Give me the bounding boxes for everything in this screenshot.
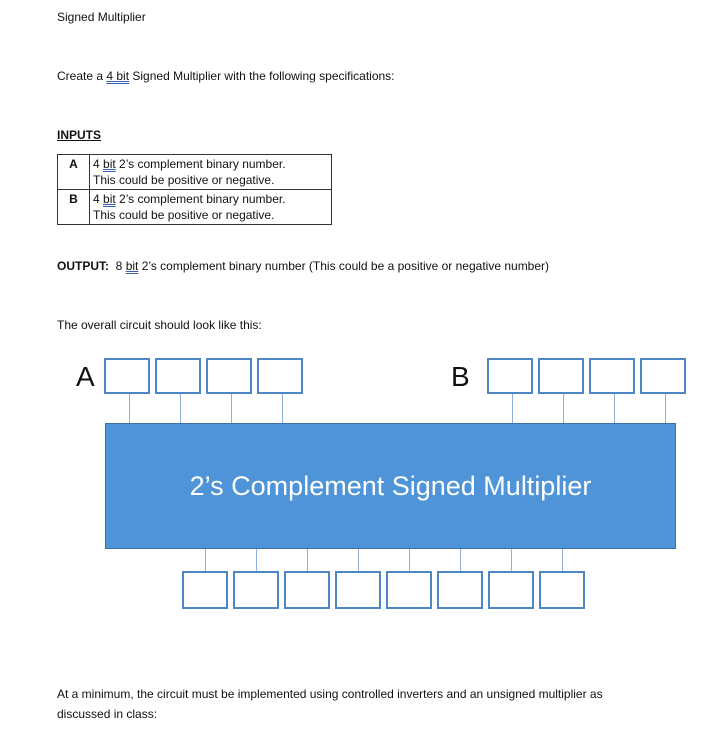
intro-suffix: Signed Multiplier with the following specifications:	[129, 69, 395, 83]
intro-text	[57, 68, 395, 84]
output-prefix: 8	[109, 259, 126, 273]
desc-suffix: 2’s complement binary number.	[115, 157, 286, 171]
output-bit-box	[539, 571, 585, 609]
input-wire	[231, 394, 232, 423]
intro-prefix: Create a	[57, 69, 107, 83]
desc-line2: This could be positive or negative.	[93, 173, 275, 187]
input-description-b	[90, 190, 332, 225]
desc-line2: This could be positive or negative.	[93, 208, 275, 222]
input-description-a	[90, 155, 332, 190]
output-wire	[511, 549, 512, 571]
input-b-bit-box	[538, 358, 584, 394]
intro-term: 4 bit	[106, 69, 130, 83]
input-wire	[512, 394, 513, 423]
circuit-intro: The overall circuit should look like this:	[57, 318, 262, 332]
footer-line-1: At a minimum, the circuit must be implemented using controlled inverters and an unsigned multiplier as	[57, 687, 603, 701]
input-a-bit-box	[155, 358, 201, 394]
input-wire	[180, 394, 181, 423]
input-a-bit-box	[104, 358, 150, 394]
desc-term: bit	[103, 192, 116, 206]
output-suffix: 2’s complement binary number (This could be a positive or negative number)	[138, 259, 550, 273]
output-wire	[307, 549, 308, 571]
desc-term: bit	[103, 157, 116, 171]
input-b-label: B	[451, 361, 470, 392]
output-bit-box	[437, 571, 483, 609]
input-label-a: A	[58, 155, 90, 190]
output-wire	[205, 549, 206, 571]
table-row	[58, 190, 332, 225]
output-wire	[460, 549, 461, 571]
input-a-label: A	[76, 361, 95, 392]
output-bit-box	[386, 571, 432, 609]
input-b-bit-box	[640, 358, 686, 394]
multiplier-block-label: 2’s Complement Signed Multiplier	[189, 470, 592, 501]
document-title: Signed Multiplier	[57, 10, 146, 24]
input-label-b: B	[58, 190, 90, 225]
input-wire	[129, 394, 130, 423]
output-bit-box	[284, 571, 330, 609]
input-wire	[282, 394, 283, 423]
output-wire	[256, 549, 257, 571]
input-wire	[614, 394, 615, 423]
output-wire	[409, 549, 410, 571]
output-bit-box	[488, 571, 534, 609]
desc-prefix: 4	[93, 157, 104, 171]
footer-line-2: discussed in class:	[57, 707, 158, 721]
input-wire	[563, 394, 564, 423]
output-bit-box	[182, 571, 228, 609]
desc-prefix: 4	[93, 192, 104, 206]
output-wire	[358, 549, 359, 571]
inputs-table	[57, 154, 332, 225]
table-row	[58, 155, 332, 190]
input-b-bit-box	[589, 358, 635, 394]
desc-suffix: 2’s complement binary number.	[115, 192, 286, 206]
output-spec	[57, 258, 549, 274]
multiplier-block	[105, 423, 676, 549]
output-term: bit	[125, 259, 139, 273]
input-a-bit-box	[206, 358, 252, 394]
output-bit-box	[335, 571, 381, 609]
input-wire	[665, 394, 666, 423]
output-bit-box	[233, 571, 279, 609]
input-a-bit-box	[257, 358, 303, 394]
inputs-heading: INPUTS	[57, 128, 102, 142]
output-label: OUTPUT:	[57, 259, 109, 273]
input-b-bit-box	[487, 358, 533, 394]
output-wire	[562, 549, 563, 571]
